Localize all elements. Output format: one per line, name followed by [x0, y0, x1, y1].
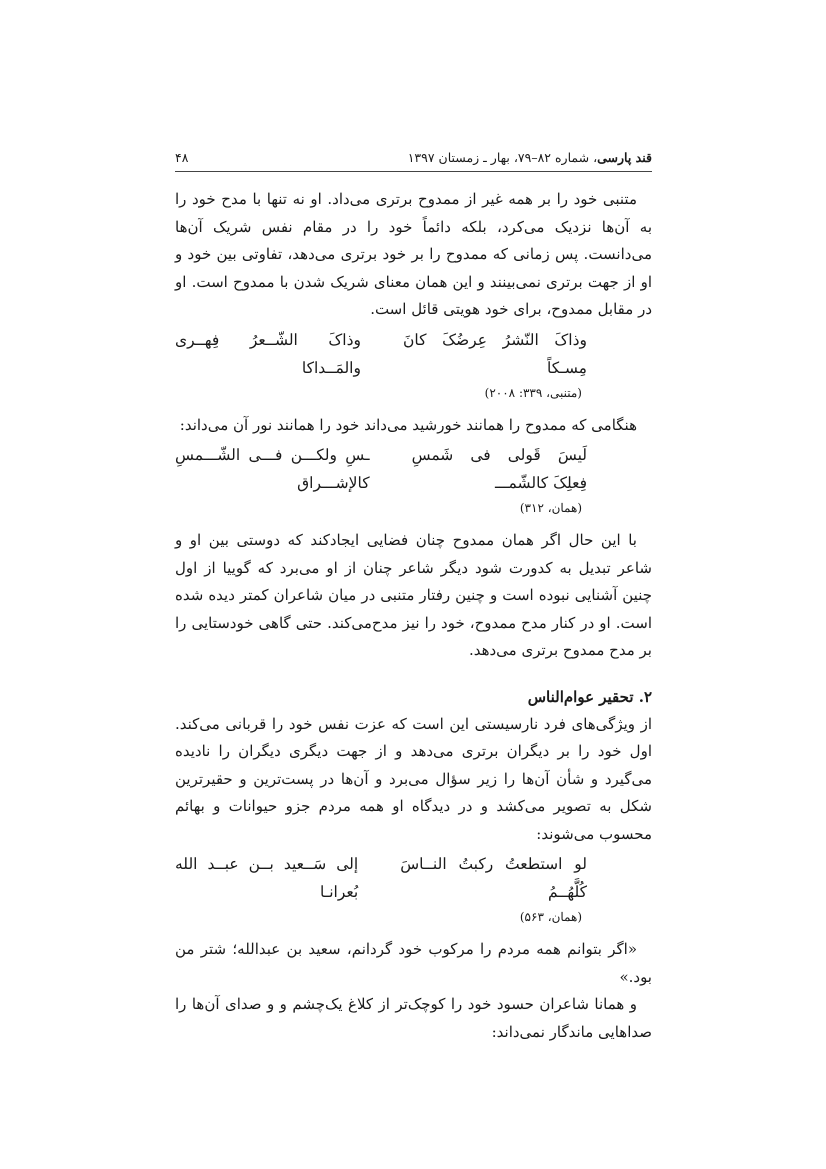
verse-3-hemistich-a: لو استطعتُ رکبتُ النــاسَ کُلَّهُــمُ	[400, 855, 587, 901]
page-number: ۴۸	[175, 150, 189, 165]
issue-info: ، شماره ۸۲–۷۹، بهار ـ زمستان ۱۳۹۷	[407, 150, 598, 165]
journal-name: قند پارسی	[597, 150, 652, 165]
citation-3: (همان، ۵۶۳)	[519, 910, 582, 924]
verse-3	[175, 850, 652, 906]
citation-1: (متنبی، ۳۳۹: ۲۰۰۸)	[484, 385, 582, 400]
paragraph-6: و همانا شاعران حسود خود را کوچک‌تر از کلاغ یک‌چشم و و صدای آن‌ها را صداهایی ماندگار نمی‌داند:	[175, 995, 652, 1041]
paragraph-3: با این حال اگر همان ممدوح چنان فضایی ایجادکند که دوستی بین او و شاعر تبدیل به کدورت شود دیگر شاعر چنان از او می‌برد که گوییا از اول چنین آشنایی نبوده است و چنین رفتار متنبی در میان شاعران کمتر دیده شده است. او در کنار مدح ممدوح، خود را نیز مدح‌می‌کند. حتی گاهی خودستایی را بر مدح ممدوح برتری می‌دهد.	[175, 531, 652, 659]
section-title: ۲. تحقیر عوام‌الناس	[527, 687, 652, 706]
verse-1-hemistich-b: وذاکَ الشّــعرُ فِهــری والمَــداکا	[175, 330, 361, 377]
verse-2-hemistich-b: ـسِ ولکـــن فـــی الشّـــمسِ کالإشـــراق	[175, 446, 370, 492]
page-body	[175, 186, 652, 1046]
journal-citation	[408, 150, 652, 165]
verse-1-hemistich-a: وذاکَ النّشرُ عِرضُکَ کانَ مِسـکاً	[402, 330, 587, 377]
verse-2	[175, 441, 652, 497]
paragraph-1: متنبی خود را بر همه غیر از ممدوح برتری می‌داد. او نه تنها با مدح خود را به آن‌ها نزدیک می‌کرد، بلکه دائماً خود را در مقام نفس شریک آن‌ها می‌دانست. پس زمانی که ممدوح را بر خود برتری می‌دهد، تفاوتی بین خود و او از جهت برتری نمی‌بینند و این همان معنای شریک شدن با ممدوح است. او در مقابل ممدوح، برای خود هویتی قائل است.	[175, 190, 652, 318]
paragraph-5-translation: «اگر بتوانم همه مردم را مرکوب خود گردانم، سعید بن عبدالله؛ شتر من بود.»	[175, 940, 652, 986]
paragraph-4: از ویژگی‌های فرد نارسیستی این است که عزت نفس خود را قربانی می‌کند. اول خود را بر دیگران برتری می‌دهد و از جهت دیگری دیگران را نادیده می‌گیرد و شأن آن‌ها را زیر سؤال می‌برد و آن‌ها در پست‌ترین و حقیرترین شکل به تصویر می‌کشد و در دیدگاه او همه مردم جزو حیوانات و بهائم محسوب می‌شوند:	[175, 714, 652, 843]
running-header	[175, 143, 652, 172]
verse-2-hemistich-a: لَیسَ قَولی فی شَمسِ فِعلِکَ کالشّمـــ	[411, 446, 587, 492]
citation-2: (همان، ۳۱۲)	[519, 501, 582, 515]
verse-1	[175, 326, 652, 382]
paragraph-2: هنگامی که ممدوح را همانند خورشید می‌داند خود را همانند نور آن می‌داند:	[179, 415, 637, 434]
verse-3-hemistich-b: إلی سَــعید بــن عبــد الله بُعرانـا	[175, 855, 359, 901]
